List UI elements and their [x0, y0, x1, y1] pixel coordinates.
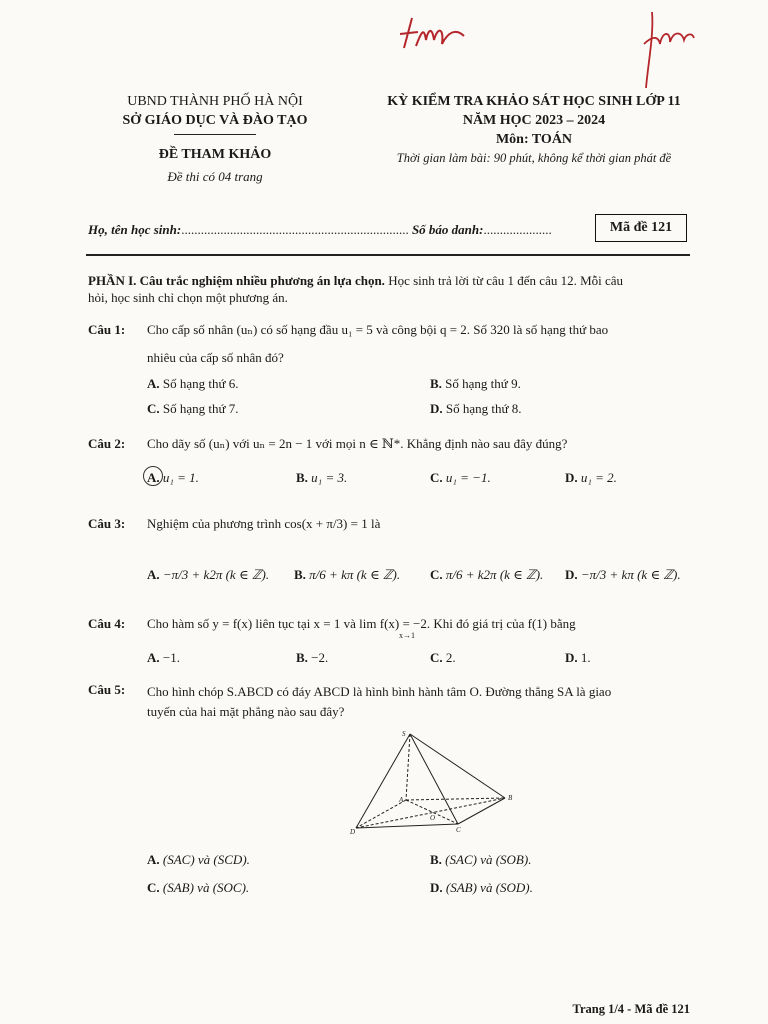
q1-option-c[interactable] [147, 401, 239, 417]
pyramid-figure [350, 728, 520, 840]
q5-line1: Cho hình chóp S.ABCD có đáy ABCD là hình bình hành tâm O. Đường thẳng SA là giao [147, 684, 612, 699]
q2-stem: Cho dãy số (uₙ) với uₙ = 2n − 1 với mọi n ∈ ℕ*. Khẳng định nào sau đây đúng? [147, 436, 568, 451]
option-text: (SAB) và (SOD). [445, 880, 533, 895]
option-letter: C. [430, 470, 443, 485]
header-left [100, 94, 330, 185]
exam-code: Mã đề 121 [609, 220, 673, 235]
option-letter: B. [296, 650, 308, 665]
option-text: u₁ = −1. [445, 470, 491, 485]
q1-option-b[interactable] [430, 376, 521, 392]
part1-intro [88, 272, 696, 306]
option-letter: C. [147, 880, 160, 895]
option-text: Số hạng thứ 9. [445, 376, 521, 391]
answer-mark-circle [143, 466, 163, 486]
option-text: Số hạng thứ 6. [162, 376, 239, 391]
option-text: π/6 + kπ (k ∈ ℤ). [309, 567, 401, 582]
q5-option-a[interactable] [147, 852, 250, 868]
vertex-b: B [508, 794, 513, 802]
option-text: −2. [311, 650, 329, 665]
vertex-c: C [456, 826, 461, 834]
option-letter: B. [294, 567, 306, 582]
name-label: Họ, tên học sinh: [88, 222, 182, 237]
option-letter: A. [147, 470, 160, 485]
vertex-a: A [399, 796, 404, 804]
subject: Môn: TOÁN [495, 132, 573, 147]
signature-right [636, 4, 696, 94]
page-count-note: Đề thi có 04 trang [167, 169, 263, 184]
q3-option-b[interactable] [294, 567, 400, 583]
option-text: u₁ = 3. [311, 470, 348, 485]
signature-left [398, 10, 478, 55]
option-letter: A. [147, 852, 160, 867]
id-label: Số báo danh: [411, 222, 484, 237]
authority-name: UBND THÀNH PHỐ HÀ NỘI [127, 94, 303, 109]
option-letter: C. [147, 401, 160, 416]
q4-limit-subscript: x→1 [399, 631, 415, 640]
exam-title: KỲ KIỂM TRA KHẢO SÁT HỌC SINH LỚP 11 [387, 94, 681, 109]
department-name: SỞ GIÁO DỤC VÀ ĐÀO TẠO [122, 113, 308, 128]
option-text: −π/3 + k2π (k ∈ ℤ). [162, 567, 270, 582]
id-field: ..................... [483, 222, 552, 237]
q5-label: Câu 5: [88, 682, 126, 697]
q5-option-c[interactable] [147, 880, 249, 896]
option-text: (SAB) và (SOC). [162, 880, 250, 895]
vertex-d: D [350, 828, 356, 836]
q3-option-d[interactable] [565, 567, 681, 583]
q1-label: Câu 1: [88, 322, 126, 337]
option-text: −π/3 + kπ (k ∈ ℤ). [580, 567, 681, 582]
option-text: u₁ = 2. [580, 470, 617, 485]
option-text: 1. [580, 650, 591, 665]
q4-label: Câu 4: [88, 616, 126, 631]
option-letter: A. [147, 376, 160, 391]
option-letter: B. [430, 376, 442, 391]
option-letter: A. [147, 650, 160, 665]
q2-label: Câu 2: [88, 436, 126, 451]
option-text: u₁ = 1. [162, 470, 199, 485]
q3-stem: Nghiệm của phương trình cos(x + π/3) = 1 là [147, 516, 381, 531]
option-letter: D. [565, 567, 578, 582]
center-o: O [430, 814, 436, 822]
q4-option-d[interactable] [565, 650, 591, 666]
q3-option-a[interactable] [147, 567, 269, 583]
part1-title: PHẦN I. Câu trắc nghiệm nhiều phương án lựa chọn. [88, 273, 385, 288]
header-divider [174, 134, 256, 135]
q1-line2: nhiêu của cấp số nhân đó? [147, 350, 284, 365]
name-field: ...................................................................... [181, 222, 409, 237]
option-letter: B. [430, 852, 442, 867]
q1-option-d[interactable] [430, 401, 522, 417]
option-letter: D. [565, 470, 578, 485]
q2-option-c[interactable] [430, 470, 491, 486]
q5-line2: tuyến của hai mặt phẳng nào sau đây? [147, 704, 345, 719]
option-letter: C. [430, 650, 443, 665]
q4-option-a[interactable] [147, 650, 180, 666]
option-text: −1. [162, 650, 180, 665]
option-text: Số hạng thứ 8. [445, 401, 522, 416]
exam-code-box [595, 214, 687, 242]
q1-stem [147, 322, 702, 366]
header-rule [86, 254, 690, 256]
q2-option-d[interactable] [565, 470, 617, 486]
q1-option-a[interactable] [147, 376, 239, 392]
option-text: (SAC) và (SOB). [445, 852, 532, 867]
school-year: NĂM HỌC 2023 – 2024 [462, 113, 606, 128]
header-right [360, 94, 708, 166]
option-letter: D. [430, 880, 443, 895]
q5-stem [147, 682, 702, 722]
exam-type: ĐỀ THAM KHẢO [158, 147, 272, 162]
q4-option-c[interactable] [430, 650, 456, 666]
student-info [88, 222, 552, 238]
part1-instruction-2: hỏi, học sinh chỉ chọn một phương án. [88, 290, 288, 305]
option-letter: A. [147, 567, 160, 582]
option-letter: D. [430, 401, 443, 416]
q3-label: Câu 3: [88, 516, 126, 531]
page-footer: Trang 1/4 - Mã đề 121 [572, 1002, 690, 1016]
q5-option-b[interactable] [430, 852, 531, 868]
option-text: π/6 + k2π (k ∈ ℤ). [445, 567, 544, 582]
option-text: Số hạng thứ 7. [162, 401, 239, 416]
q4-option-b[interactable] [296, 650, 328, 666]
q2-option-b[interactable] [296, 470, 347, 486]
q5-option-d[interactable] [430, 880, 533, 896]
q4-stem: Cho hàm số y = f(x) liên tục tại x = 1 và lim f(x) = −2. Khi đó giá trị của f(1) bằng [147, 616, 576, 631]
option-letter: B. [296, 470, 308, 485]
option-letter: C. [430, 567, 443, 582]
q3-option-c[interactable] [430, 567, 543, 583]
time-note: Thời gian làm bài: 90 phút, không kể thời gian phát đề [396, 151, 672, 165]
option-text: 2. [445, 650, 456, 665]
option-text: (SAC) và (SCD). [162, 852, 250, 867]
vertex-s: S [402, 730, 406, 738]
part1-instruction: Học sinh trả lời từ câu 1 đến câu 12. Mỗi câu [388, 273, 624, 288]
q1-line1: Cho cấp số nhân (uₙ) có số hạng đầu u₁ = 5 và công bội q = 2. Số 320 là số hạng thứ bao [147, 322, 609, 337]
option-letter: D. [565, 650, 578, 665]
